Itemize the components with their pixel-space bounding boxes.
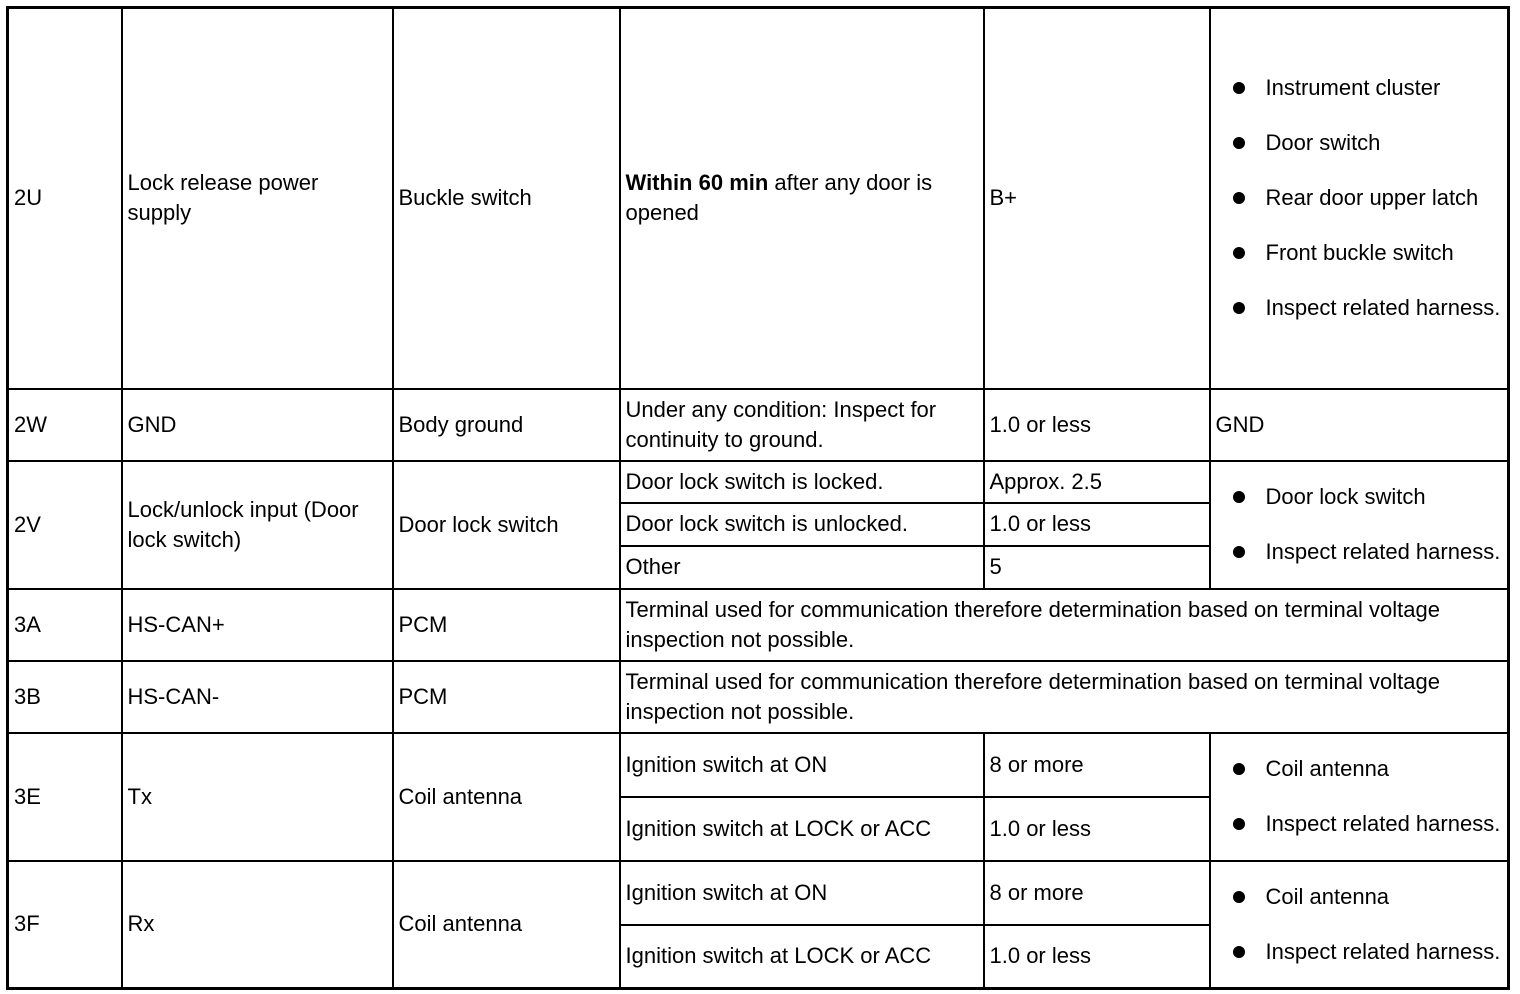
list-item: Coil antenna (1266, 882, 1503, 912)
value-cell: B+ (984, 8, 1210, 389)
terminal-cell: 3A (8, 589, 122, 661)
note-cell: Terminal used for communication therefore determination based on terminal voltage inspection not possible. (620, 589, 1509, 661)
condition-cell: Ignition switch at ON (620, 861, 984, 925)
value-cell: 8 or more (984, 861, 1210, 925)
connected-to-cell: Door lock switch (393, 461, 620, 589)
inspection-list (1216, 73, 1503, 323)
list-item: Door lock switch (1266, 482, 1503, 512)
connected-to-cell: Coil antenna (393, 861, 620, 989)
terminal-cell: 2W (8, 389, 122, 461)
terminal-cell: 3E (8, 733, 122, 861)
connected-to-cell: Coil antenna (393, 733, 620, 861)
signal-cell: Tx (122, 733, 393, 861)
bullet-icon (1233, 137, 1245, 149)
table-row-3A (8, 589, 1509, 661)
signal-cell: Lock release power supply (122, 8, 393, 389)
signal-cell: Lock/unlock input (Door lock switch) (122, 461, 393, 589)
list-item: Inspect related harness. (1266, 937, 1503, 967)
bullet-icon (1233, 247, 1245, 259)
value-cell: 1.0 or less (984, 797, 1210, 861)
inspection-cell: GND (1210, 389, 1509, 461)
bullet-icon (1233, 302, 1245, 314)
connected-to-cell: Buckle switch (393, 8, 620, 389)
value-cell: Approx. 2.5 (984, 461, 1210, 503)
list-item: Coil antenna (1266, 754, 1503, 784)
terminal-cell: 3B (8, 661, 122, 733)
value-cell: 1.0 or less (984, 503, 1210, 546)
bullet-icon (1233, 82, 1245, 94)
condition-text: after any door is opened (625, 170, 933, 226)
condition-bold-text: Within 60 min (625, 170, 769, 196)
condition-cell: Door lock switch is locked. (620, 461, 984, 503)
condition-cell: Ignition switch at LOCK or ACC (620, 925, 984, 989)
table-row-3F (8, 861, 1509, 925)
inspection-list (1216, 482, 1503, 567)
bullet-icon (1233, 192, 1245, 204)
condition-cell (620, 8, 984, 389)
connected-to-cell: PCM (393, 661, 620, 733)
table-row-2U (8, 8, 1509, 389)
terminal-cell: 2V (8, 461, 122, 589)
table-row-3E (8, 733, 1509, 797)
inspection-cell (1210, 8, 1509, 389)
value-cell: 8 or more (984, 733, 1210, 797)
list-item: Front buckle switch (1266, 238, 1503, 268)
table-row-3B (8, 661, 1509, 733)
list-item: Rear door upper latch (1266, 183, 1503, 213)
inspection-cell (1210, 861, 1509, 989)
condition-cell: Other (620, 546, 984, 589)
terminal-voltage-table (6, 6, 1510, 990)
table-row-2V (8, 461, 1509, 503)
condition-cell: Under any condition: Inspect for continuity to ground. (620, 389, 984, 461)
value-cell: 1.0 or less (984, 389, 1210, 461)
bullet-icon (1233, 891, 1245, 903)
inspection-cell (1210, 461, 1509, 589)
value-cell: 1.0 or less (984, 925, 1210, 989)
table-row-2W (8, 389, 1509, 461)
bullet-icon (1233, 818, 1245, 830)
list-item: Instrument cluster (1266, 73, 1503, 103)
list-item: Inspect related harness. (1266, 809, 1503, 839)
inspection-cell (1210, 733, 1509, 861)
bullet-icon (1233, 946, 1245, 958)
bullet-icon (1233, 763, 1245, 775)
condition-cell: Ignition switch at ON (620, 733, 984, 797)
list-item: Inspect related harness. (1266, 537, 1503, 567)
terminal-cell: 2U (8, 8, 122, 389)
connected-to-cell: PCM (393, 589, 620, 661)
list-item: Inspect related harness. (1266, 293, 1503, 323)
bullet-icon (1233, 546, 1245, 558)
value-cell: 5 (984, 546, 1210, 589)
inspection-list (1216, 882, 1503, 967)
bullet-icon (1233, 491, 1245, 503)
signal-cell: HS-CAN- (122, 661, 393, 733)
condition-cell: Door lock switch is unlocked. (620, 503, 984, 546)
terminal-cell: 3F (8, 861, 122, 989)
signal-cell: HS-CAN+ (122, 589, 393, 661)
inspection-list (1216, 754, 1503, 839)
connected-to-cell: Body ground (393, 389, 620, 461)
condition-cell: Ignition switch at LOCK or ACC (620, 797, 984, 861)
note-cell: Terminal used for communication therefore determination based on terminal voltage inspection not possible. (620, 661, 1509, 733)
list-item: Door switch (1266, 128, 1503, 158)
signal-cell: GND (122, 389, 393, 461)
signal-cell: Rx (122, 861, 393, 989)
